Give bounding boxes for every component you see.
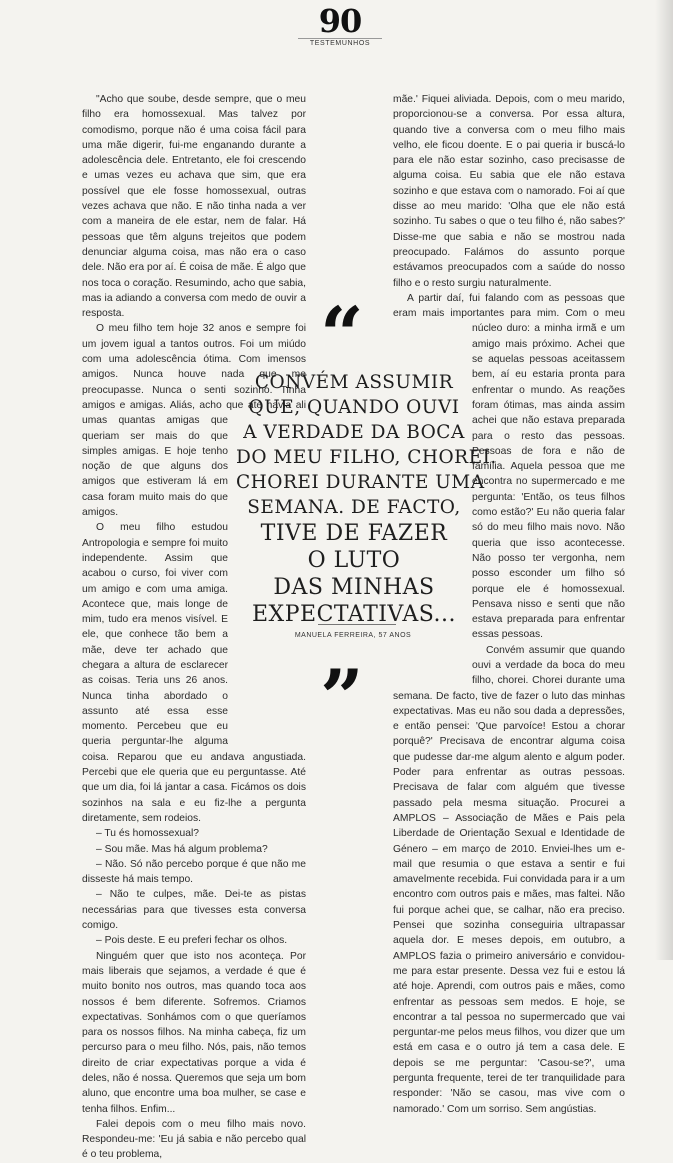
pull-quote-line: CHOREI DURANTE UMA [236, 472, 485, 493]
paragraph: mãe.' Fiquei aliviada. Depois, com o meu marido, proporcionou-se a conversa. Por essa altura, quando tive a conversa com o meu filho mais velho, ele ficou doente. E o pai queria ir buscá-lo para ele não estar sozinho, caso precisasse de alguma coisa. Eu sabia que ele não estava sozinho e que estava com o namorado. Foi aí que disse ao meu marido: 'Olha que ele não está sozinho. Tu sabes o que o teu filho é, não sabes?' Disse-me que sabia e não se mostrou nada preocupado. Falámos do assunto porque estávamos preocupados com a saúde do nosso filho e o resto surgiu naturalmente. [393, 94, 625, 289]
dialogue-line: – Pois deste. E eu preferi fechar os olhos. [96, 935, 288, 947]
paragraph: A partir daí, fui falando com as pessoas que eram mais importantes para mim. Com o meu núcleo duro: a minha irmã e um amigo mais próximo. Achei que se aquelas pessoas aceitassem bem, aí eu estaria pronta para enfrentar o mundo. As reações foram ótimas, mas ainda assim achei que não estava preparada para o resto das pessoas. Pessoas de fora e não de família. Aquela pessoa que me encontra no supermercado e me pergunta: 'Então, os teus filhos como estão?' Eu não queria falar só do meu filho mais novo. Não queria que isso acontecesse. Não posso ter vergonha, nem posso esconder um filho só porque ele é homossexual. Pensava nisso e senti que não estava preparada para enfrentar essas pessoas. [393, 292, 625, 641]
pull-quote-line: SEMANA. DE FACTO, [247, 497, 461, 518]
close-quote-icon: ” [320, 653, 364, 742]
paragraph: "Acho que soube, desde sempre, que o meu filho era homossexual. Mas talvez por comodismo, porque não é uma coisa fácil para uma mãe digerir, fui-me enganando durante a adolescência dele. Entretanto, ele foi crescendo e umas vezes eu achava que sim, que era possível que ele fosse homossexual, outras vezes achava que não. E não tinha nada a ver com a maneira de ele estar, nem de falar. Há pessoas que têm alguns trejeitos que podem denunciar alguma coisa, mas não era o caso dele. Não era por aí. É coisa de mãe. É algo que nos toca o coração. Resumindo, acho que sabia, mas ia adiando a conversa com medo de ouvir a resposta. [82, 94, 306, 320]
paragraph: Ninguém quer que isto nos aconteça. Por mais liberais que sejamos, a verdade é que é muito bonito nos outros, mas quando toca aos nossos é bem diferente. Sofremos. Criamos expectativas. Sonhámos com o que queríamos para os nossos filhos. Na minha cabeça, fiz um percurso para o meu filho. Nós, pais, não temos direito de criar expectativas porque a vida é deles, não é nossa. Queremos que seja um bom aluno, que encontre uma boa mulher, se case e tenha filhos. Enfim... [82, 950, 306, 1115]
dialogue-line: – Não. Só não percebo porque é que não me disseste há mais tempo. [82, 858, 306, 886]
pull-quote-line: DO MEU FILHO, CHOREI. [236, 447, 497, 468]
dialogue-line: – Tu és homossexual? [96, 828, 200, 840]
paragraph: Convém assumir que quando ouvi a verdade da boca do meu filho, chorei. Chorei durante uma semana. De facto, tive de fazer o luto das minhas expectativas. Mas eu não sou dada a depressões, e então pensei: 'Que parvoíce! Estou a chorar porquê?' Precisava de encontrar alguma coisa que pudesse dar-me algum alento e algum poder. Poder para enfrentar as outras pessoas. Precisava de falar com alguém que tivesse passado pela mesma situação. Procurei a AMPLOS – Associação de Mães e Pais pela Liberdade de Orientação Sexual e Identidade de Género – em março de 2010. Enviei-lhes um e-mail que resumia o que estava a sentir e fui amavelmente recebida. Fui convidada para ir a um encontro com outros pais e mães, mas faltei. Não fui porque achei que, se calhar, não era preciso. Pensei que sozinha conseguiria ultrapassar aquela dor. E meses depois, em outubro, a AMPLOS fazia o primeiro aniversário e convidou-me para estar presente. Dessa vez fui e estou lá até hoje. Aprendi, com outros pais e mães, como enfrentar as pessoas sem medos. E hoje, se encontrar a tal pessoa no supermercado que vai perguntar-me pelos meus filhos, vou dizer que um está em casa e o outro já tem a casa dele. E depois se me perguntar: 'Casou-se?', uma pergunta frequente, terei de ter tranquilidade para responder: 'Não se casou, mas vive com o namorado.' Com um sorriso. Sem angústias. [393, 644, 625, 1115]
pull-quote-line: TIVE DE FAZER [260, 521, 448, 546]
page-edge-shadow [655, 0, 673, 960]
paragraph: O meu filho estudou Antropologia e sempre foi muito independente. Assim que acabou o curso, foi viver com um amigo e com uma amiga. Acontece que, mais longe de mim, tudo era menos visível. E ele, que conhece tão bem a mãe, deve ter achado que chegara a altura de esclarecer as coisas. Teria uns 26 anos. Nunca tinha abordado o assunto até essa esse momento. Percebeu que eu queria perguntar-lhe alguma coisa. Reparou que eu andava angustiada. Percebi que ele queria que eu perguntasse. Até que um dia, foi lá jantar a casa. Ficámos os dois sozinhos na sala e eu fiz-lhe a pergunta diretamente, sem rodeios. [82, 522, 306, 824]
paragraph: O meu filho tem hoje 32 anos e sempre foi um jovem igual a tantos outros. Foi um miúdo com uma adolescência ótima. Com imensos amigos. Nunca houve nada que me preocupasse. Nunca o senti sozinho. Tinha amigos e amigas. Aliás, acho que até havia ali umas quantas amigas que queriam ser mais do que simples amigas. E hoje tenho noção de que alguns dos amigos que estiveram lá em casa foram muito mais do que amigos. [82, 323, 306, 519]
page-number: 90 [318, 2, 362, 40]
paragraph: Falei depois com o meu filho mais novo. Respondeu-me: 'Eu já sabia e não percebo qual é o teu problema, [82, 1118, 306, 1161]
dialogue-line: – Não te culpes, mãe. Dei-te as pistas necessárias para que tivesses esta conversa comigo. [82, 889, 306, 932]
quote-attribution: MANUELA FERREIRA, 57 ANOS [294, 632, 412, 639]
pull-quote-line: O LUTO [307, 548, 401, 573]
attribution-divider [318, 624, 396, 625]
open-quote-icon: “ [320, 290, 364, 379]
pull-quote [236, 370, 497, 628]
pull-quote-line: A VERDADE DA BOCA [243, 422, 465, 443]
dialogue-line: – Sou mãe. Mas há algum problema? [96, 843, 268, 855]
pull-quote-line: QUE, QUANDO OUVI [248, 397, 460, 418]
section-label: TESTEMUNHOS [298, 38, 382, 47]
pull-quote-line: DAS MINHAS [273, 575, 435, 600]
pull-quote-line: CONVÉM ASSUMIR [254, 372, 454, 393]
pull-quote-line: EXPECTATIVAS... [252, 602, 456, 627]
